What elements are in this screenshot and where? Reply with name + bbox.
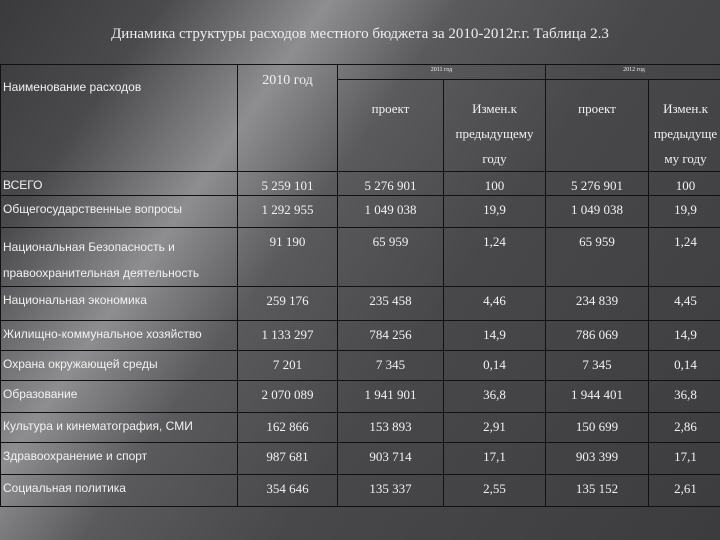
change-2011: 100 (444, 172, 546, 196)
change-2011: 1,24 (444, 228, 546, 287)
table-row (1, 172, 720, 196)
table-row (1, 351, 720, 381)
project-2011: 1 941 901 (338, 381, 444, 413)
header-proj-2011: проект (338, 80, 444, 172)
change-2011: 2,91 (444, 413, 546, 443)
project-2012: 135 152 (546, 475, 649, 507)
row-name: Охрана окружающей среды (1, 351, 238, 381)
table-row (1, 321, 720, 351)
table-row (1, 443, 720, 475)
project-2012: 786 069 (546, 321, 649, 351)
row-name: Социальная политика (1, 475, 238, 507)
change-2012: 14,9 (649, 321, 720, 351)
row-name: Общегосударственные вопросы (1, 196, 238, 228)
project-2012: 903 399 (546, 443, 649, 475)
table-row (1, 196, 720, 228)
change-2012: 19,9 (649, 196, 720, 228)
change-2012: 17,1 (649, 443, 720, 475)
header-2011: 2011 год (338, 65, 546, 80)
change-2012: 100 (649, 172, 720, 196)
table-row (1, 228, 720, 287)
header-proj-2012: проект (546, 80, 649, 172)
header-2012: 2012 год (546, 65, 720, 80)
value-2010: 91 190 (238, 228, 338, 287)
project-2012: 5 276 901 (546, 172, 649, 196)
project-2011: 235 458 (338, 287, 444, 321)
value-2010: 5 259 101 (238, 172, 338, 196)
change-2012: 36,8 (649, 381, 720, 413)
project-2011: 135 337 (338, 475, 444, 507)
header-2010: 2010 год (238, 65, 338, 172)
change-2012: 2,61 (649, 475, 720, 507)
project-2011: 903 714 (338, 443, 444, 475)
row-name: Жилищно-коммунальное хозяйство (1, 321, 238, 351)
header-chg-2011: Измен.к предыдущему году (444, 80, 546, 172)
project-2011: 5 276 901 (338, 172, 444, 196)
change-2012: 1,24 (649, 228, 720, 287)
header-chg-2012: Измен.к предыдуще му году (649, 80, 720, 172)
row-name: Национальная экономика (1, 287, 238, 321)
value-2010: 1 292 955 (238, 196, 338, 228)
row-name: Образование (1, 381, 238, 413)
value-2010: 354 646 (238, 475, 338, 507)
project-2011: 65 959 (338, 228, 444, 287)
value-2010: 162 866 (238, 413, 338, 443)
change-2011: 2,55 (444, 475, 546, 507)
change-2011: 0,14 (444, 351, 546, 381)
change-2012: 4,45 (649, 287, 720, 321)
value-2010: 7 201 (238, 351, 338, 381)
change-2011: 17,1 (444, 443, 546, 475)
project-2011: 1 049 038 (338, 196, 444, 228)
table-row (1, 413, 720, 443)
project-2011: 7 345 (338, 351, 444, 381)
row-name: Национальная Безопасность и правоохранительная деятельность (1, 228, 238, 287)
change-2011: 36,8 (444, 381, 546, 413)
table-row (1, 287, 720, 321)
change-2011: 19,9 (444, 196, 546, 228)
project-2012: 1 944 401 (546, 381, 649, 413)
row-name: Культура и кинематография, СМИ (1, 413, 238, 443)
value-2010: 2 070 089 (238, 381, 338, 413)
value-2010: 259 176 (238, 287, 338, 321)
project-2012: 234 839 (546, 287, 649, 321)
change-2012: 0,14 (649, 351, 720, 381)
project-2012: 1 049 038 (546, 196, 649, 228)
change-2012: 2,86 (649, 413, 720, 443)
project-2011: 153 893 (338, 413, 444, 443)
slide-title: Динамика структуры расходов местного бюджета за 2010-2012г.г. Таблица 2.3 (111, 26, 609, 42)
change-2011: 4,46 (444, 287, 546, 321)
value-2010: 987 681 (238, 443, 338, 475)
project-2012: 150 699 (546, 413, 649, 443)
project-2012: 65 959 (546, 228, 649, 287)
header-name: Наименование расходов (1, 65, 238, 172)
project-2012: 7 345 (546, 351, 649, 381)
row-name: Здравоохранение и спорт (1, 443, 238, 475)
table-row (1, 381, 720, 413)
table-row (1, 475, 720, 507)
budget-table (0, 64, 720, 507)
value-2010: 1 133 297 (238, 321, 338, 351)
row-name: ВСЕГО (1, 172, 238, 196)
change-2011: 14,9 (444, 321, 546, 351)
project-2011: 784 256 (338, 321, 444, 351)
